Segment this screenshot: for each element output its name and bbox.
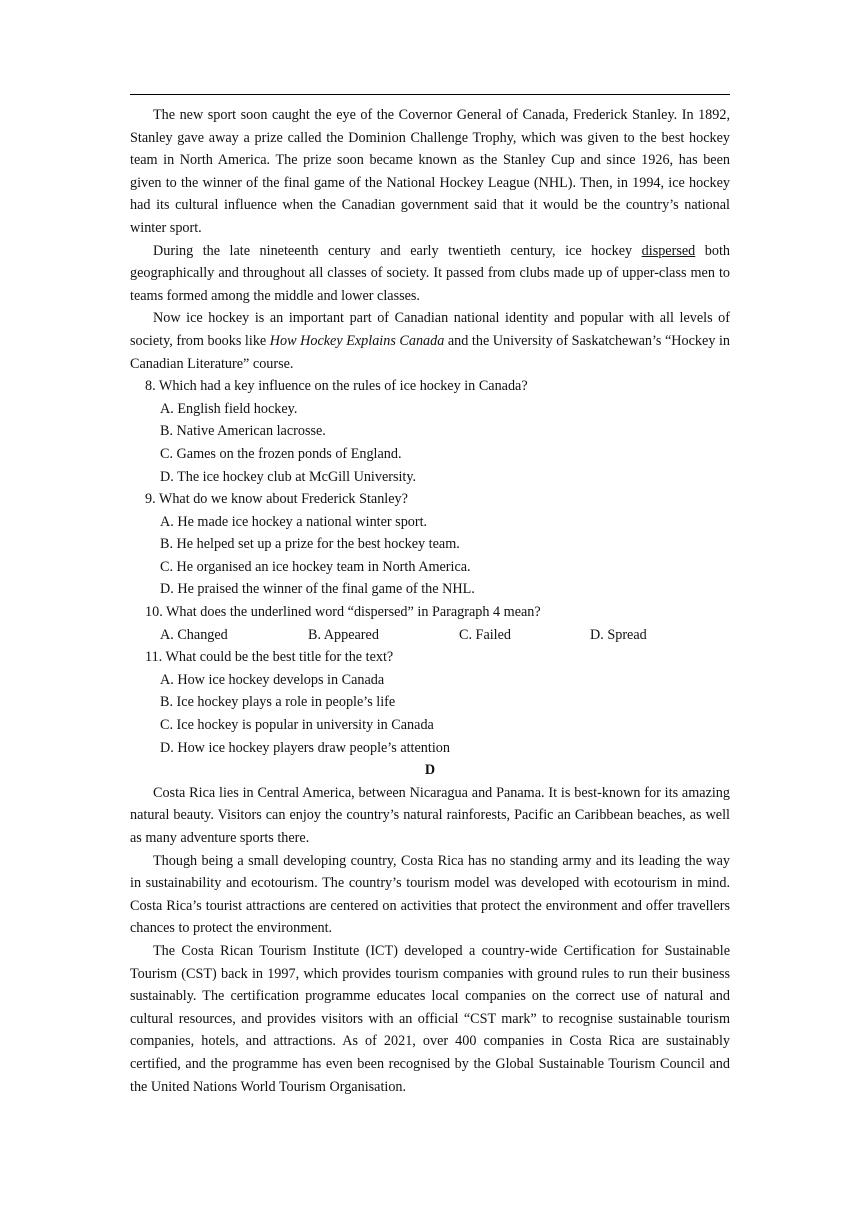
- question-11-option-b: B. Ice hockey plays a role in people’s life: [160, 694, 396, 711]
- question-9-stem: 9. What do we know about Frederick Stanley?: [145, 491, 408, 508]
- question-10-option-a: A. Changed: [160, 626, 228, 643]
- section-d-heading: D: [424, 762, 436, 779]
- p4-text-before: During the late nineteenth century and early twentieth century, ice hockey: [153, 242, 642, 259]
- question-11-option-d: D. How ice hockey players draw people’s attention: [160, 739, 450, 756]
- question-9-option-d: D. He praised the winner of the final game of the NHL.: [160, 581, 475, 598]
- header-rule: [130, 94, 730, 95]
- question-9-option-c: C. He organised an ice hockey team in North America.: [160, 558, 471, 575]
- question-8-stem: 8. Which had a key influence on the rules of ice hockey in Canada?: [145, 378, 528, 395]
- question-10-options: [130, 624, 730, 647]
- question-8-option-d: D. The ice hockey club at McGill University.: [160, 468, 417, 485]
- passage-d-paragraph-1: Costa Rica lies in Central America, between Nicaragua and Panama. It is best-known for its amazing natural beauty. Visitors can enjoy the country’s natural rainforests, Pacific an Caribbean beaches, as well as many adventure sports there.: [130, 784, 730, 846]
- passage-c-paragraph-5: [130, 307, 730, 375]
- question-11-stem: 11. What could be the best title for the text?: [145, 649, 394, 666]
- question-10-stem: 10. What does the underlined word “dispersed” in Paragraph 4 mean?: [145, 604, 541, 621]
- p5-text-after: and the University of Saskatchewan’s “Hockey in Canadian Literature” course.: [130, 332, 730, 372]
- underlined-word-dispersed: dispersed: [641, 242, 696, 259]
- question-10-option-d: D. Spread: [590, 626, 647, 643]
- p5-text-before: Now ice hockey is an important part of Canadian national identity and popular with all levels of society, from books like: [130, 310, 730, 349]
- document-page: [130, 104, 730, 1098]
- question-10-option-b: B. Appeared: [308, 626, 379, 643]
- passage-d-paragraph-2: Though being a small developing country, Costa Rica has no standing army and its leading the way in sustainability and ecotourism. The country’s tourism model was developed with ecotourism in mind. Costa Rica’s tourist attractions are centered on activities that protect the environment and offer travellers chances to protect the environment.: [130, 852, 730, 937]
- book-title: How Hockey Explains Canada: [269, 332, 445, 349]
- question-8-option-b: B. Native American lacrosse.: [160, 423, 326, 440]
- p4-text-after: both geographically and throughout all classes of society. It passed from clubs made up of upper-class men to teams formed among the middle and lower classes.: [130, 242, 730, 304]
- question-8-option-a: A. English field hockey.: [160, 400, 298, 417]
- question-10-option-c: C. Failed: [459, 626, 512, 643]
- passage-c-paragraph-4: [130, 240, 730, 308]
- passage-c-paragraph-3: The new sport soon caught the eye of the Covernor General of Canada, Frederick Stanley. In 1892, Stanley gave away a prize called the Dominion Challenge Trophy, which was given to the best hockey team in North America. The prize soon became known as the Stanley Cup and since 1926, has been given to the winner of the final game of the National Hockey League (NHL). Then, in 1994, ice hockey had its cultural influence when the Canadian government said that it would be the country’s national winter sport.: [130, 107, 730, 236]
- question-11-option-c: C. Ice hockey is popular in university in Canada: [160, 717, 434, 734]
- question-9-option-a: A. He made ice hockey a national winter sport.: [160, 513, 428, 530]
- question-8-option-c: C. Games on the frozen ponds of England.: [160, 445, 402, 462]
- question-9-option-b: B. He helped set up a prize for the best hockey team.: [160, 536, 460, 553]
- question-11-option-a: A. How ice hockey develops in Canada: [160, 671, 385, 688]
- passage-d-paragraph-3: The Costa Rican Tourism Institute (ICT) developed a country-wide Certification for Sustainable Tourism (CST) back in 1997, which provides tourism companies with ground rules to run their business sustainably. The certification programme educates local companies on the correct use of natural and cultural resources, and provides visitors with an official “CST mark” to recognise sustainable tourism companies, hotels, and attractions. As of 2021, over 400 companies in Costa Rica are sustainably certified, and the programme has even been recognised by the Global Sustainable Tourism Council and the United Nations World Tourism Organisation.: [130, 942, 730, 1095]
